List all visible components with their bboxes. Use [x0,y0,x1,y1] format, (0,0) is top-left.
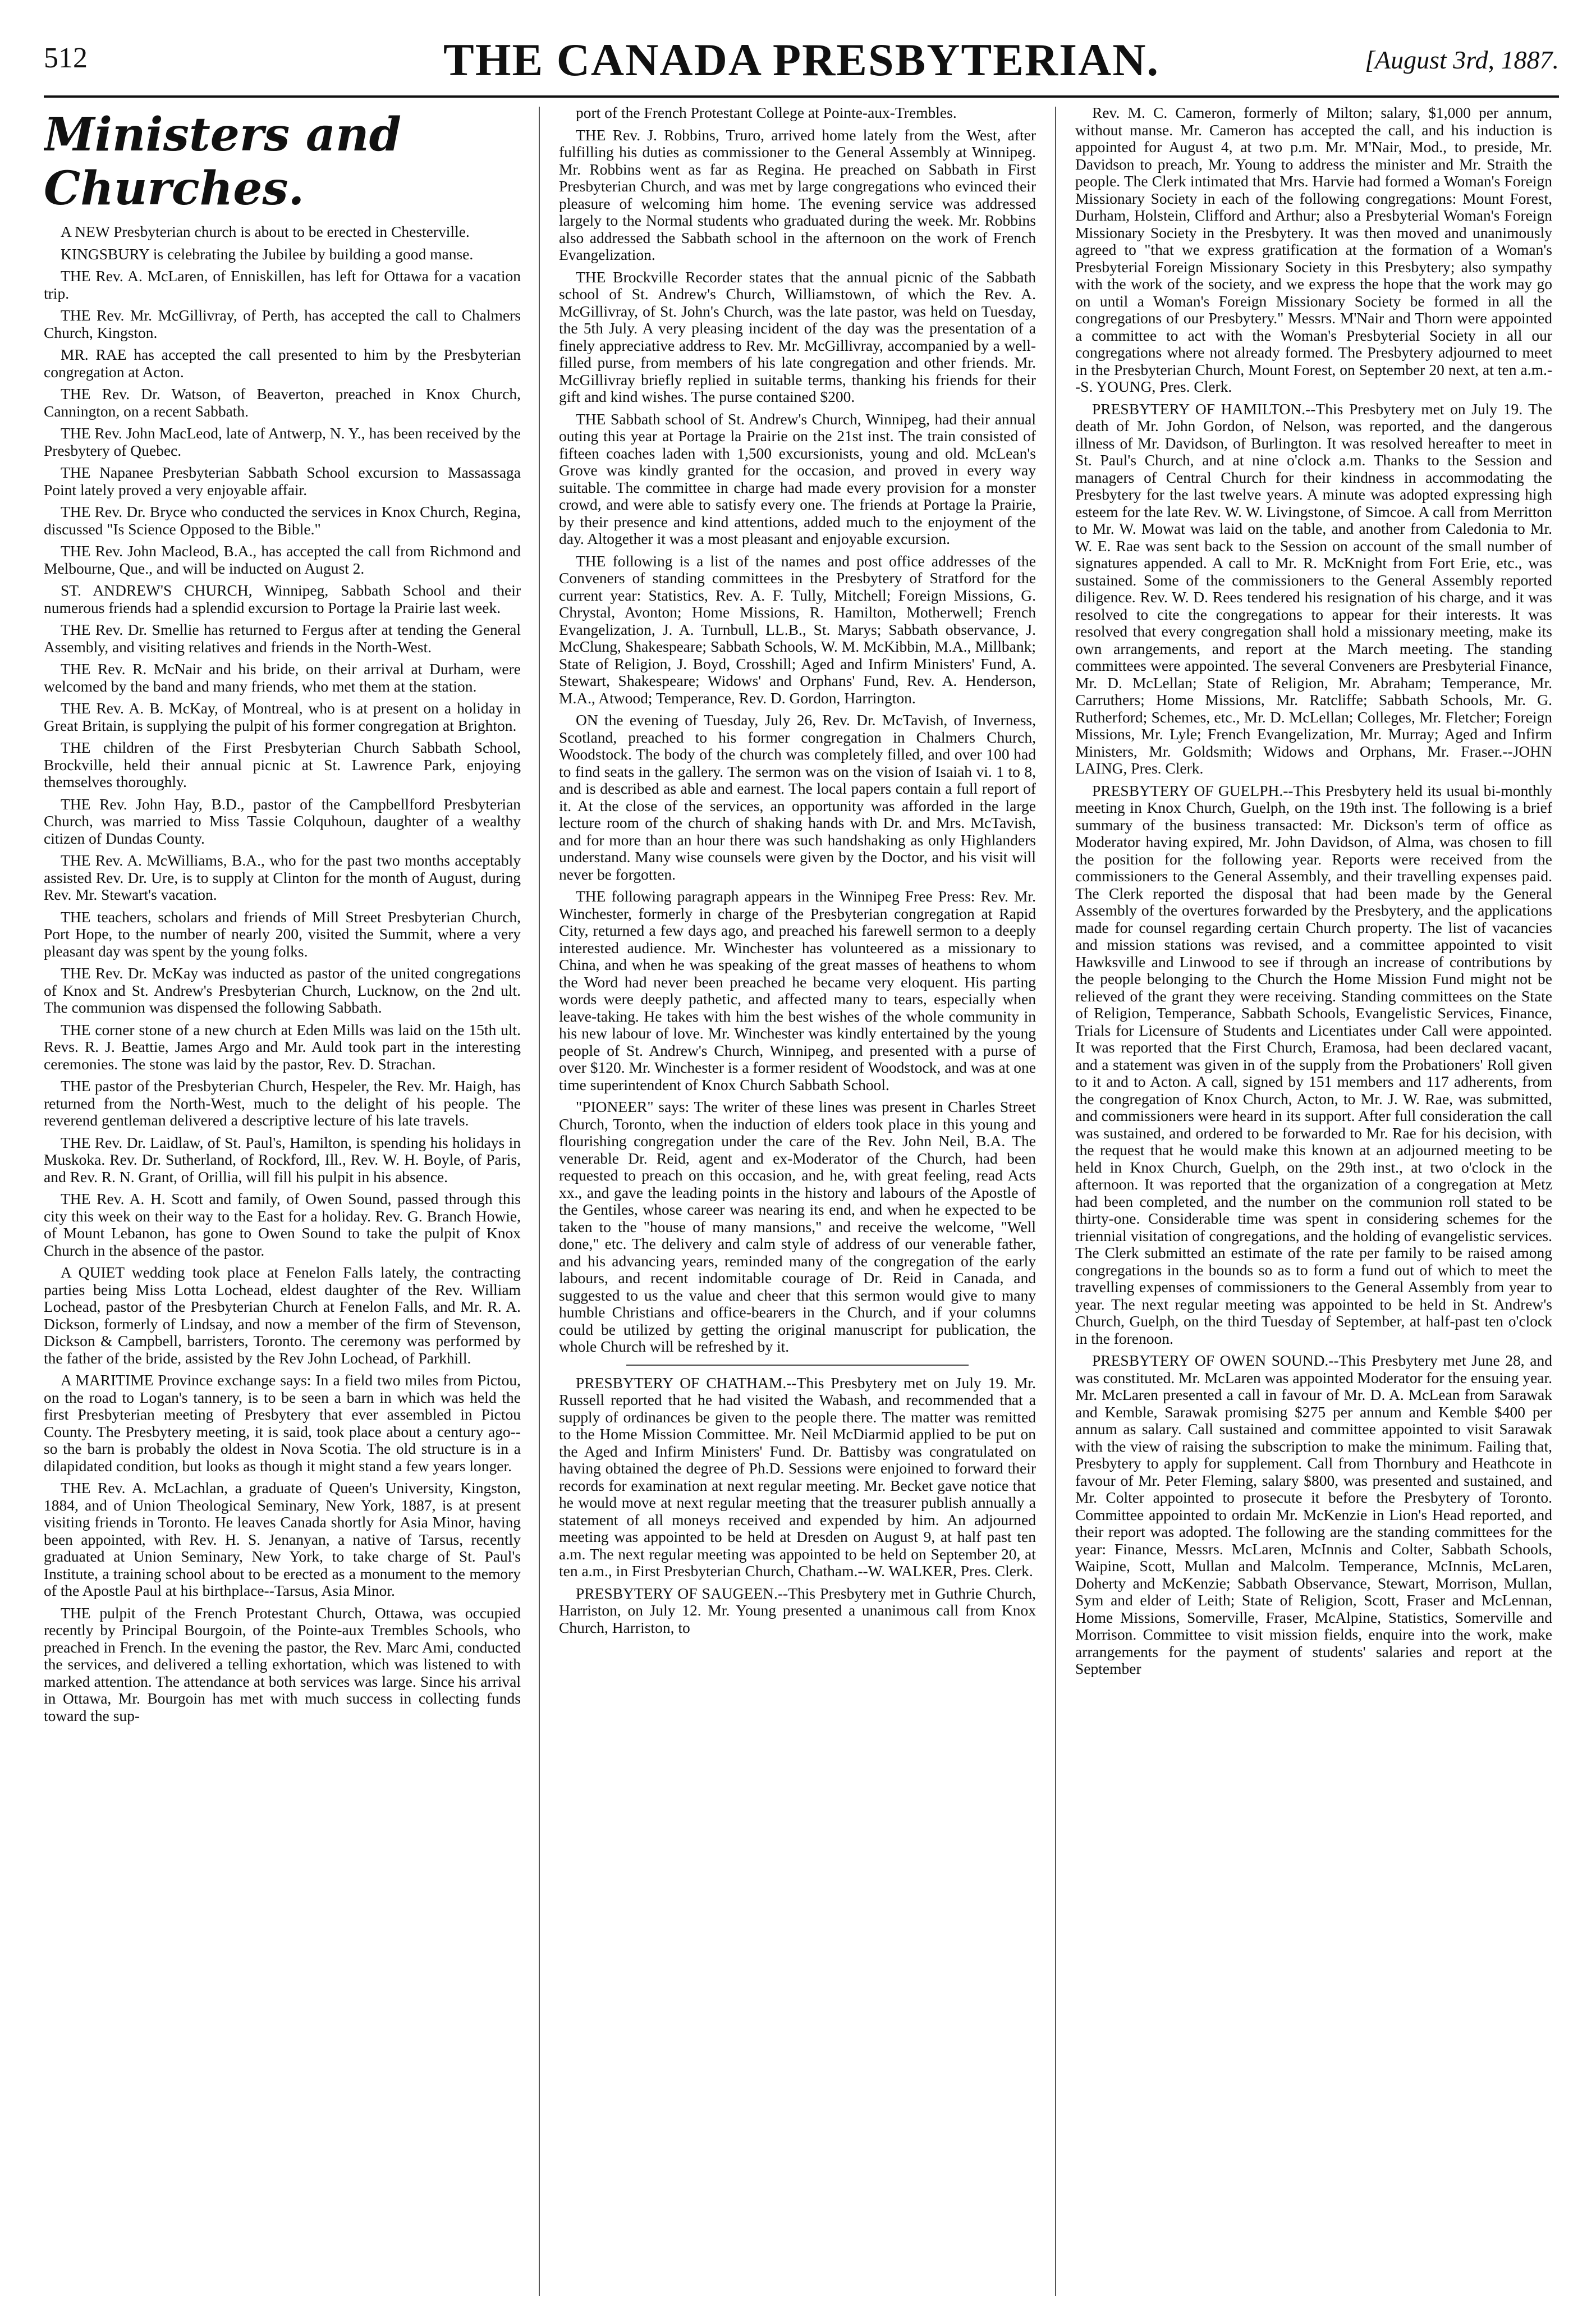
column-3-paragraphs [1075,104,1552,1678]
article-paragraph: KINGSBURY is celebrating the Jubilee by building a good manse. [61,245,474,263]
article-paragraph: THE Rev. Dr. Laidlaw, of St. Paul's, Hamilton, is spending his holidays in Muskoka. Rev. Dr. Sutherland, of Rockford, Ill., Rev. W. H. Boyle, of Paris, and Rev. R. N. Grant, of Orillia, will fill his pulpit in his absence. [44,1133,521,1186]
article-paragraph: PRESBYTERY OF GUELPH.--This Presbytery held its usual bi-monthly meeting in Knox Church, Guelph, on the 19th inst. The following is a brief summary of the business transacted: Mr. Dickson's term of office as Moderator having expired, Mr. John Davidson, of Alma, was chosen to fill the position for the following year. Reports were received from the commissioners to the General Assembly, and their travelling expenses paid. The Clerk reported the disposal that had been made by the General Assembly of the overtures forwarded by the Presbytery, and the applications made for counsel regarding certain Church property. The list of vacancies and mission stations was revised, and a committee appointed to visit Hawksville and Linwood to see if through an increase of contributions by the people belonging to the Church the Home Mission Fund might not be relieved of the grant they were receiving. Standing committees on the State of Religion, Temperance, Sabbath Schools, Evangelistic Services, Finance, Trials for Licensure of Students and Licentiates under Call were appointed. It was reported that the First Church, Eramosa, had been declared vacant, and a statement was given in of the supply from the Probationers' Roll given to it and to Acton. A call, signed by 151 members and 117 adherents, from the congregation of Knox Church, Acton, to Mr. J. W. Rae, was submitted, and commissioners were heard in its support. After full consideration the call was sustained, and ordered to be forwarded to Mr. Rae for his decision, with the request that he would make this known at an adjourned meeting to be held in Knox Church, Guelph, on the 29th inst., at two o'clock in the afternoon. It was reported that the organization of a congregation at Metz had been completed, and the number on the communion roll stated to be thirty-one. Considerable time was spent in considering schemes for the triennial visitation of congregations, and the holding of evangelistic services. The Clerk submitted an estimate of the rate per family to be raised among congregations in the bounds so as to form a fund out of which to meet the travelling expenses of commissioners to the General Assembly from year to year. The next regular meeting was appointed to be held in St. Andrew's Church, Guelph, on the third Tuesday of September, at half-past ten o'clock in the forenoon. [1075,781,1552,1347]
article-paragraph: THE Rev. John Macleod, B.A., has accepted the call from Richmond and Melbourne, Que., and will be inducted on August 2. [44,542,521,577]
section-title: Ministers and Churches. [44,108,401,216]
article-paragraph: THE Rev. A. H. Scott and family, of Owen Sound, passed through this city this week on their way to the East for a holiday. Rev. G. Branch Howie, of Mount Lebanon, has gone to Owen Sound to take the pulpit of Knox Church in the absence of the pastor. [44,1190,521,1259]
article-paragraph: THE following is a list of the names and post office addresses of the Conveners of standing committees in the Presbytery of Stratford for the current year: Statistics, Rev. A. F. Tully, Mitchell; Foreign Missions, G. Chrystal, Avonton; Home Missions, R. Hamilton, Motherwell; French Evangelization, J. A. Turnbull, LL.B., St. Marys; Sabbath observance, J. McClung, Shakespeare; Sabbath Schools, W. M. McKibbin, M.A., Millbank; State of Religion, J. Boyd, Crosshill; Aged and Infirm Ministers' Fund, A. Stewart, Shakespeare; Widows' and Orphans' Fund, Rev. A. Henderson, M.A., Atwood; Temperance, Rev. D. Gordon, Harrington. [559,552,1036,707]
page-header [44,34,1559,90]
article-paragraph: THE Rev. John Hay, B.D., pastor of the Campbellford Presbyterian Church, was married to Miss Tassie Colquhoun, daughter of a wealthy citizen of Dundas County. [44,795,521,847]
article-paragraph: PRESBYTERY OF SAUGEEN.--This Presbytery met in Guthrie Church, Harriston, on July 12. Mr. Young presented a unanimous call from Knox Church, Harriston, to [559,1584,1036,1636]
column-divider [539,107,540,2296]
article-paragraph: Rev. M. C. Cameron, formerly of Milton; salary, $1,000 per annum, without manse. Mr. Cameron has accepted the call, and his induction is appointed for August 4, at two p.m. Mr. M'Nair, Mod., to preside, Mr. Davidson to preach, Mr. Young to address the minister and Mr. Straith the people. The Clerk intimated that Mrs. Harvie had formed a Woman's Foreign Missionary Society in each of the following congregations: Mount Forest, Durham, Holstein, Clifford and Arthur; also a Presbyterial Woman's Foreign Missionary Society in the Presbytery. It was then moved and unanimously agreed to "that we express gratification at the formation of a Woman's Presbyterial Foreign Missionary Society in this Presbytery; also sympathy with the work of the society, and we express the hope that the work may go on until a Woman's Foreign Missionary Society be formed in all the congregations of our Presbytery." Messrs. M'Nair and Thorn were appointed a committee to act with the Woman's Presbyterial Society in all our congregations where not already formed. The Presbytery adjourned to meet in the Presbyterian Church, Mount Forest, on September 20 next, at ten a.m.--S. YOUNG, Pres. Clerk. [1075,104,1552,395]
article-paragraph: THE Rev. R. McNair and his bride, on their arrival at Durham, were welcomed by the band and many friends, who met them at the station. [44,660,521,695]
article-paragraph: THE Rev. A. McWilliams, B.A., who for the past two months acceptably assisted Rev. Dr. Ure, is to supply at Clinton for the month of August, during Rev. Mr. Stewart's vacation. [44,852,521,903]
section-separator [626,1365,969,1366]
article-paragraph: THE Rev. Dr. Smellie has returned to Fergus after at tending the General Assembly, and visiting relatives and friends in the North-West. [44,621,521,656]
article-paragraph: THE children of the First Presbyterian Church Sabbath School, Brockville, held their annual picnic at St. Lawrence Park, enjoying themselves thoroughly. [44,739,521,790]
article-paragraph: A QUIET wedding took place at Fenelon Falls lately, the contracting parties being Miss Lotta Lochead, eldest daughter of the Rev. William Lochead, pastor of the Presbyterian Church at Fenelon Falls, and Mr. R. A. Dickson, formerly of Lindsay, and now a member of the firm of Stevenson, Dickson & Campbell, barristers, Toronto. The ceremony was performed by the father of the bride, assisted by the Rev John Lochead, of Parkhill. [44,1264,521,1367]
article-paragraph: port of the French Protestant College at Pointe-aux-Trembles. [576,104,957,121]
column-1-paragraphs [44,223,521,1724]
article-paragraph: THE pastor of the Presbyterian Church, Hespeler, the Rev. Mr. Haigh, has returned from the North-West, much to the delight of his people. The reverend gentleman delivered a descriptive lecture of his late travels. [44,1077,521,1129]
article-paragraph: THE following paragraph appears in the Winnipeg Free Press: Rev. Mr. Winchester, formerly in charge of the Presbyterian congregation at Rapid City, returned a few days ago, and preached his farewell sermon to a deeply interested audience. Mr. Winchester has volunteered as a missionary to China, and when he was speaking of the great masses of heathens to whom the Word had never been preached he became very eloquent. His parting words were deeply pathetic, and affected many to tears, especially when leave-taking. He takes with him the best wishes of the whole community in his new labour of love. Mr. Winchester was kindly entertained by the young people of St. Andrew's Church, Winnipeg, and presented with a purse of over $120. Mr. Winchester is a former resident of Woodstock, and was at one time superintendent of Knox Church Sabbath School. [559,887,1036,1093]
article-paragraph: MR. RAE has accepted the call presented to him by the Presbyterian congregation at Acton. [44,346,521,381]
issue-date: [August 3rd, 1887. [1365,45,1559,74]
article-paragraph: THE Rev. A. McLaren, of Enniskillen, has left for Ottawa for a vacation trip. [44,267,521,302]
column-2-paragraphs [559,104,1036,1636]
article-paragraph: THE Rev. Dr. Watson, of Beaverton, preached in Knox Church, Cannington, on a recent Sabbath. [44,385,521,420]
article-paragraph: THE Brockville Recorder states that the annual picnic of the Sabbath school of St. Andrew's Church, Williamstown, of which the Rev. A. McGillivray, of St. John's Church, was the late pastor, was held on Tuesday, the 5th July. A very pleasing incident of the day was the presentation of a finely appreciative address to Rev. Mr. McGillivray, accompanied by a well-filled purse, from members of his late congregation and other friends. Mr. McGillivray briefly replied in suitable terms, thanking his friends for their gift and kind wishes. The purse contained $200. [559,268,1036,405]
article-paragraph: THE Rev. A. McLachlan, a graduate of Queen's University, Kingston, 1884, and of Union Theological Seminary, New York, 1887, is at present visiting friends in Toronto. He leaves Canada shortly for Asia Minor, having been appointed, with Rev. H. S. Jenanyan, a native of Tarsus, recently graduated at Union Seminary, New York, to take charge of St. Paul's Institute, a training school about to be erected as a monument to the memory of the Apostle Paul at his birthplace--Tarsus, Asia Minor. [44,1479,521,1599]
masthead-title: THE CANADA PRESBYTERIAN. [443,34,1159,85]
article-paragraph: THE Rev. John MacLeod, late of Antwerp, N. Y., has been received by the Presbytery of Quebec. [44,424,521,459]
article-paragraph: A MARITIME Province exchange says: In a field two miles from Pictou, on the road to Logan's tannery, is to be seen a barn in which was held the first Presbyterian meeting of Presbytery that ever assembled in Pictou County. The Presbytery meeting, it is said, took place about a century ago--so the barn is probably the oldest in Nova Scotia. The old structure is in a dilapidated condition, but looks as though it might stand a few years longer. [44,1371,521,1475]
article-paragraph: THE Rev. J. Robbins, Truro, arrived home lately from the West, after fulfilling his duties as commissioner to the General Assembly at Winnipeg. Mr. Robbins went as far as Regina. He preached on Sabbath in First Presbyterian Church, and was met by large congregations who evinced their pleasure of welcoming him home. The evening service was addressed largely to the Normal students who graduated during the week. Mr. Robbins also addressed the Sabbath school in the afternoon on the work of French Evangelization. [559,126,1036,263]
column-2 [559,104,1036,2299]
article-paragraph: THE Rev. Mr. McGillivray, of Perth, has accepted the call to Chalmers Church, Kingston. [44,306,521,341]
column-divider [1055,107,1056,2296]
article-paragraph: "PIONEER" says: The writer of these lines was present in Charles Street Church, Toronto, when the induction of elders took place in this young and flourishing congregation under the care of the Rev. John Neil, B.A. The venerable Dr. Reid, agent and ex-Moderator of the Church, had been requested to preach on this occasion, and he, with great feeling, read Acts xx., and gave the leading points in the history and labours of the Apostle of the Gentiles, whose career was nearing its end, and when he expected to be taken to the "house of many mansions," and receive the welcome, "Well done," etc. The delivery and calm style of address of our venerable father, and his advancing years, reminded many of the congregation of the early labours, and recent indomitable courage of Dr. Reid in Canada, and suggested to us the value and cheer that this sermon would give to many humble Christians and office-bearers in the Church, and if your columns could be utilized by getting the original manuscript for publication, the whole Church will be refreshed by it. [559,1098,1036,1355]
column-3 [1075,104,1552,2299]
column-1 [44,104,521,2299]
article-paragraph: THE corner stone of a new church at Eden Mills was laid on the 15th ult. Revs. R. J. Beattie, James Argo and Mr. Auld took part in the interesting ceremonies. The stone was laid by the pastor, Rev. D. Strachan. [44,1020,521,1073]
article-paragraph: THE Sabbath school of St. Andrew's Church, Winnipeg, had their annual outing this year at Portage la Prairie on the 21st inst. The train consisted of fifteen coaches laden with 1,500 excursionists, young and old. McLean's Grove was kindly granted for the occasion, and proved in every way suitable. The committee in charge had made every provision for a monster crowd, and were able to satisfy every one. The friends at Portage la Prairie, by their presence and kind attentions, added much to the enjoyment of the day. Altogether it was a most pleasant and enjoyable excursion. [559,410,1036,547]
article-paragraph: THE Rev. A. B. McKay, of Montreal, who is at present on a holiday in Great Britain, is supplying the pulpit of his former congregation at Brighton. [44,699,521,734]
article-paragraph: PRESBYTERY OF OWEN SOUND.--This Presbytery met June 28, and was constituted. Mr. McLaren was appointed Moderator for the ensuing year. Mr. McLaren presented a call in favour of Mr. D. A. McLean from Sarawak and Kemble, Sarawak promising $275 per annum and Kemble $400 per annum as salary. Call sustained and committee appointed to visit Sarawak with the view of raising the subscription to make the minimum. Failing that, Presbytery to apply for supplement. Call from Thornbury and Heathcote in favour of Mr. Peter Fleming, salary $800, was presented and sustained, and Mr. Colter appointed to prosecute it before the Presbytery of Toronto. Committee appointed to ordain Mr. McKenzie in Lion's Head reported, and their report was adopted. The following are the standing committees for the year: Finance, Messrs. McLaren, McInnis and Colter, Sabbath Schools, Waipine, Scott, Mullan and Malcolm. Temperance, McInnis, McLaren, Doherty and McKenzie; Sabbath Observance, Stewart, Morrison, Mullan, Sym and elder of Leith; State of Religion, Scott, Fraser and McLennan, Home Missions, Somerville, Fraser, McAlpine, Statistics, Somerville and Morrison. Committee to visit mission fields, enquire into the work, make arrangements for the payment of students' salaries and report at the September [1075,1352,1552,1677]
page-number: 512 [44,42,88,74]
article-paragraph: THE Rev. Dr. Bryce who conducted the services in Knox Church, Regina, discussed "Is Science Opposed to the Bible." [44,503,521,538]
article-paragraph: PRESBYTERY OF HAMILTON.--This Presbytery met on July 19. The death of Mr. John Gordon, of Nelson, was reported, and the dangerous illness of Mr. Davidson, of Burlington. It was resolved hereafter to meet in St. Paul's Church, and at nine o'clock a.m. Thanks to the Session and managers of Central Church for their kindness in accommodating the Presbytery for the last twelve years. A minute was adopted expressing high esteem for the late Rev. W. W. Livingstone, of Simcoe. A call from Merritton to Mr. W. Mowat was laid on the table, and another from Caledonia to Mr. W. E. Rae was sent back to the Session on account of the small number of signatures appended. A call to Mr. R. McKnight from Fort Erie, etc., was sustained. Some of the commissioners to the General Assembly reported diligence. Rev. W. D. Rees tendered his resignation of his charge, and it was resolved to cite the congregations to appear for their interests. It was resolved that every congregation shall hold a missionary meeting, make its own arrangements, and report at the March meeting. The standing committees were appointed. The several Conveners are Presbyterial Finance, Mr. D. McLellan; State of Religion, Mr. Abraham; Temperance, Mr. Carruthers; Home Missions, Mr. Ratcliffe; Sabbath Schools, Mr. G. Rutherford; Schemes, etc., Mr. D. McLellan; Colleges, Mr. Fletcher; Foreign Missions, Mr. Lyle; French Evangelization, Mr. Murray; Aged and Infirm Ministers, Mr. Goldsmith; Widows and Orphans, Mr. Fraser.--JOHN LAING, Pres. Clerk. [1075,400,1552,777]
article-paragraph: THE Napanee Presbyterian Sabbath School excursion to Massassaga Point lately proved a very enjoyable affair. [44,464,521,498]
article-paragraph: ON the evening of Tuesday, July 26, Rev. Dr. McTavish, of Inverness, Scotland, preached to his former congregation in Chalmers Church, Woodstock. The body of the church was completely filled, and over 100 had to find seats in the gallery. The sermon was on the vision of Isaiah vi. 1 to 8, and is described as able and earnest. The local papers contain a full report of it. At the close of the services, an opportunity was afforded in the large lecture room of the church of shaking hands with Dr. and Mrs. McTavish, and for more than an hour there was such handshaking as only Highlanders understand. Many wise counsels were given by the Doctor, and his visit will never be forgotten. [559,711,1036,883]
header-rule [44,95,1559,98]
article-paragraph: A NEW Presbyterian church is about to be erected in Chesterville. [61,223,470,240]
article-paragraph: THE pulpit of the French Protestant Church, Ottawa, was occupied recently by Principal Bourgoin, of the Pointe-aux Trembles Schools, who preached in French. In the evening the pastor, the Rev. Marc Ami, conducted the services, and delivered a telling exhortation, which was listened to with marked attention. The attendance at both services was large. Since his arrival in Ottawa, Mr. Bourgoin has met with much success in collecting funds toward the sup- [44,1604,521,1724]
article-paragraph: THE teachers, scholars and friends of Mill Street Presbyterian Church, Port Hope, to the number of nearly 200, visited the Summit, where a very pleasant day was spent by the young folks. [44,908,521,960]
article-paragraph: ST. ANDREW'S CHURCH, Winnipeg, Sabbath School and their numerous friends had a splendid excursion to Portage la Prairie last week. [44,582,521,616]
article-paragraph: THE Rev. Dr. McKay was inducted as pastor of the united congregations of Knox and St. Andrew's Presbyterian Church, Lucknow, on the 2nd ult. The communion was dispensed the following Sabbath. [44,964,521,1016]
article-paragraph: PRESBYTERY OF CHATHAM.--This Presbytery met on July 19. Mr. Russell reported that he had visited the Wabash, and recommended that a supply of ordinances be given to the people there. The matter was remitted to the Home Mission Committee. Mr. Neil McDiarmid applied to be put on the Aged and Infirm Ministers' Fund. Dr. Battisby was congratulated on having obtained the degree of Ph.D. Sessions were enjoined to forward their records for examination at next regular meeting. Mr. Becket gave notice that he would move at next regular meeting that the treasurer publish annually a statement of all moneys received and expended by him. An adjourned meeting was appointed to be held at Dresden on August 9, at half past ten a.m. The next regular meeting was appointed to be held on September 20, at ten a.m., in First Presbyterian Church, Chatham.--W. WALKER, Pres. Clerk. [559,1374,1036,1580]
